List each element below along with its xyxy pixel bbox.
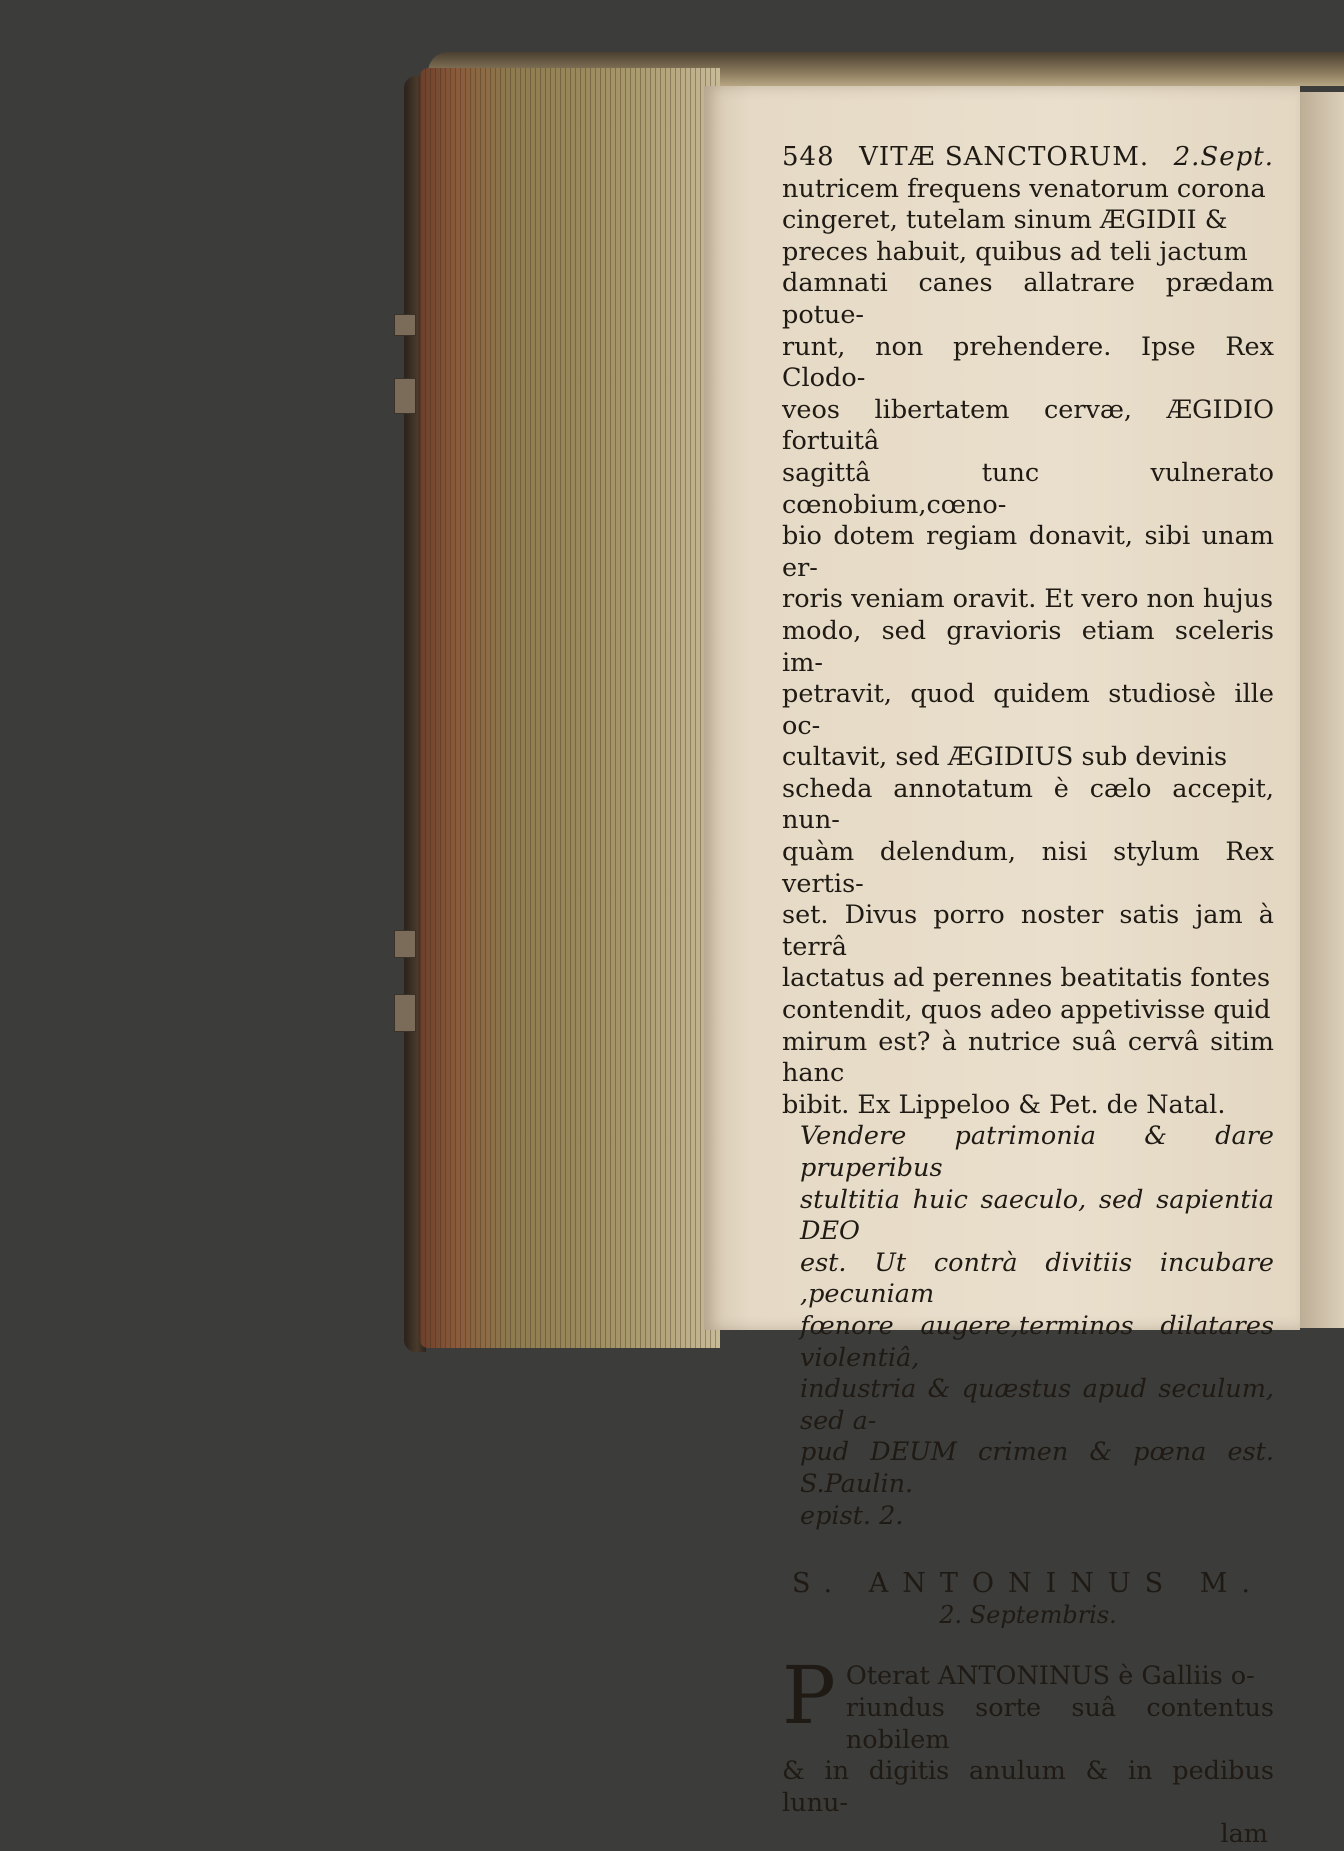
header-date: 2.Sept. <box>1173 142 1274 172</box>
text-line: bio dotem regiam donavit, sibi unam er- <box>782 521 1274 583</box>
text-line: quàm delendum, nisi stylum Rex vertis- <box>782 837 1274 899</box>
running-header <box>782 142 1274 174</box>
text-line: cingeret, tutelam sinum ÆGIDII & <box>782 205 1228 236</box>
quote-line: industria & quæstus apud seculum, sed a- <box>800 1374 1274 1436</box>
text-line: modo, sed gravioris etiam sceleris im- <box>782 615 1274 678</box>
drop-cap: P <box>782 1649 836 1743</box>
quote-line: fœnore augere,terminos dilatares violentiâ, <box>800 1310 1274 1373</box>
running-title: VITÆ SANCTORUM. <box>859 142 1150 172</box>
text-line: contendit, quos adeo appetivisse quid <box>782 995 1271 1026</box>
clasp-lower <box>394 378 416 414</box>
page-number: 548 <box>782 142 835 172</box>
quote-line: stultitia huic saeculo, sed sapientia DEO <box>800 1184 1274 1247</box>
page-edges-left <box>420 68 720 1348</box>
text-line: preces habuit, quibus ad teli jactum <box>782 236 1248 267</box>
final-paragraph <box>782 1649 1274 1851</box>
clasp-upper <box>394 314 416 336</box>
page-text <box>782 142 1274 1851</box>
text-page <box>704 86 1300 1850</box>
section-subtitle: 2. Septembris. <box>939 1600 1117 1629</box>
text-line: mirum est? à nutrice suâ cervâ sitim hanc <box>782 1026 1274 1089</box>
open-book <box>398 52 1344 1850</box>
quotation <box>782 1121 1274 1532</box>
body-paragraph <box>782 174 1274 1122</box>
text-line: Oterat ANTONINUS è Galliis o- <box>845 1661 1255 1692</box>
text-line: bibit. Ex Lippeloo & Pet. de Natal. <box>782 1089 1226 1120</box>
text-line: runt, non prehendere. Ipse Rex Clodo- <box>782 331 1274 394</box>
text-line: roris veniam oravit. Et vero non hujus <box>782 584 1274 615</box>
text-line: scheda annotatum è cælo accepit, nun- <box>782 773 1274 836</box>
section-title: S. ANTONINUS M. <box>792 1568 1264 1600</box>
text-line: veos libertatem cervæ, ÆGIDIO fortuitâ <box>782 394 1274 457</box>
text-line: cultavit, sed ÆGIDIUS sub devinis <box>782 742 1228 773</box>
text-line: & in digitis anulum & in pedibus lunu- <box>782 1756 1274 1818</box>
quote-line: est. Ut contrà divitiis incubare ,pecuniam <box>800 1247 1274 1310</box>
text-line: riundus sorte suâ contentus nobilem <box>845 1692 1274 1755</box>
clasp-bottom-1 <box>394 930 416 958</box>
text-line: damnati canes allatrare prædam potue- <box>782 268 1274 330</box>
quote-line: Vendere patrimonia & dare pruperibus <box>800 1121 1274 1183</box>
text-line: petravit, quod quidem studiosè ille oc- <box>782 679 1274 741</box>
text-line: sagittâ tunc vulnerato cœnobium,cœno- <box>782 457 1274 520</box>
text-line: set. Divus porro noster satis jam à terrâ <box>782 900 1274 962</box>
quote-line: pud DEUM crimen & pœna est. S.Paulin. <box>800 1437 1274 1499</box>
next-page-edge <box>1296 92 1344 1328</box>
text-line: lactatus ad perennes beatitatis fontes <box>782 963 1271 994</box>
catchword: lam <box>1220 1819 1268 1850</box>
text-line: nutricem frequens venatorum corona <box>782 173 1266 204</box>
clasp-bottom-2 <box>394 994 416 1032</box>
quote-line: epist. 2. <box>800 1500 904 1531</box>
